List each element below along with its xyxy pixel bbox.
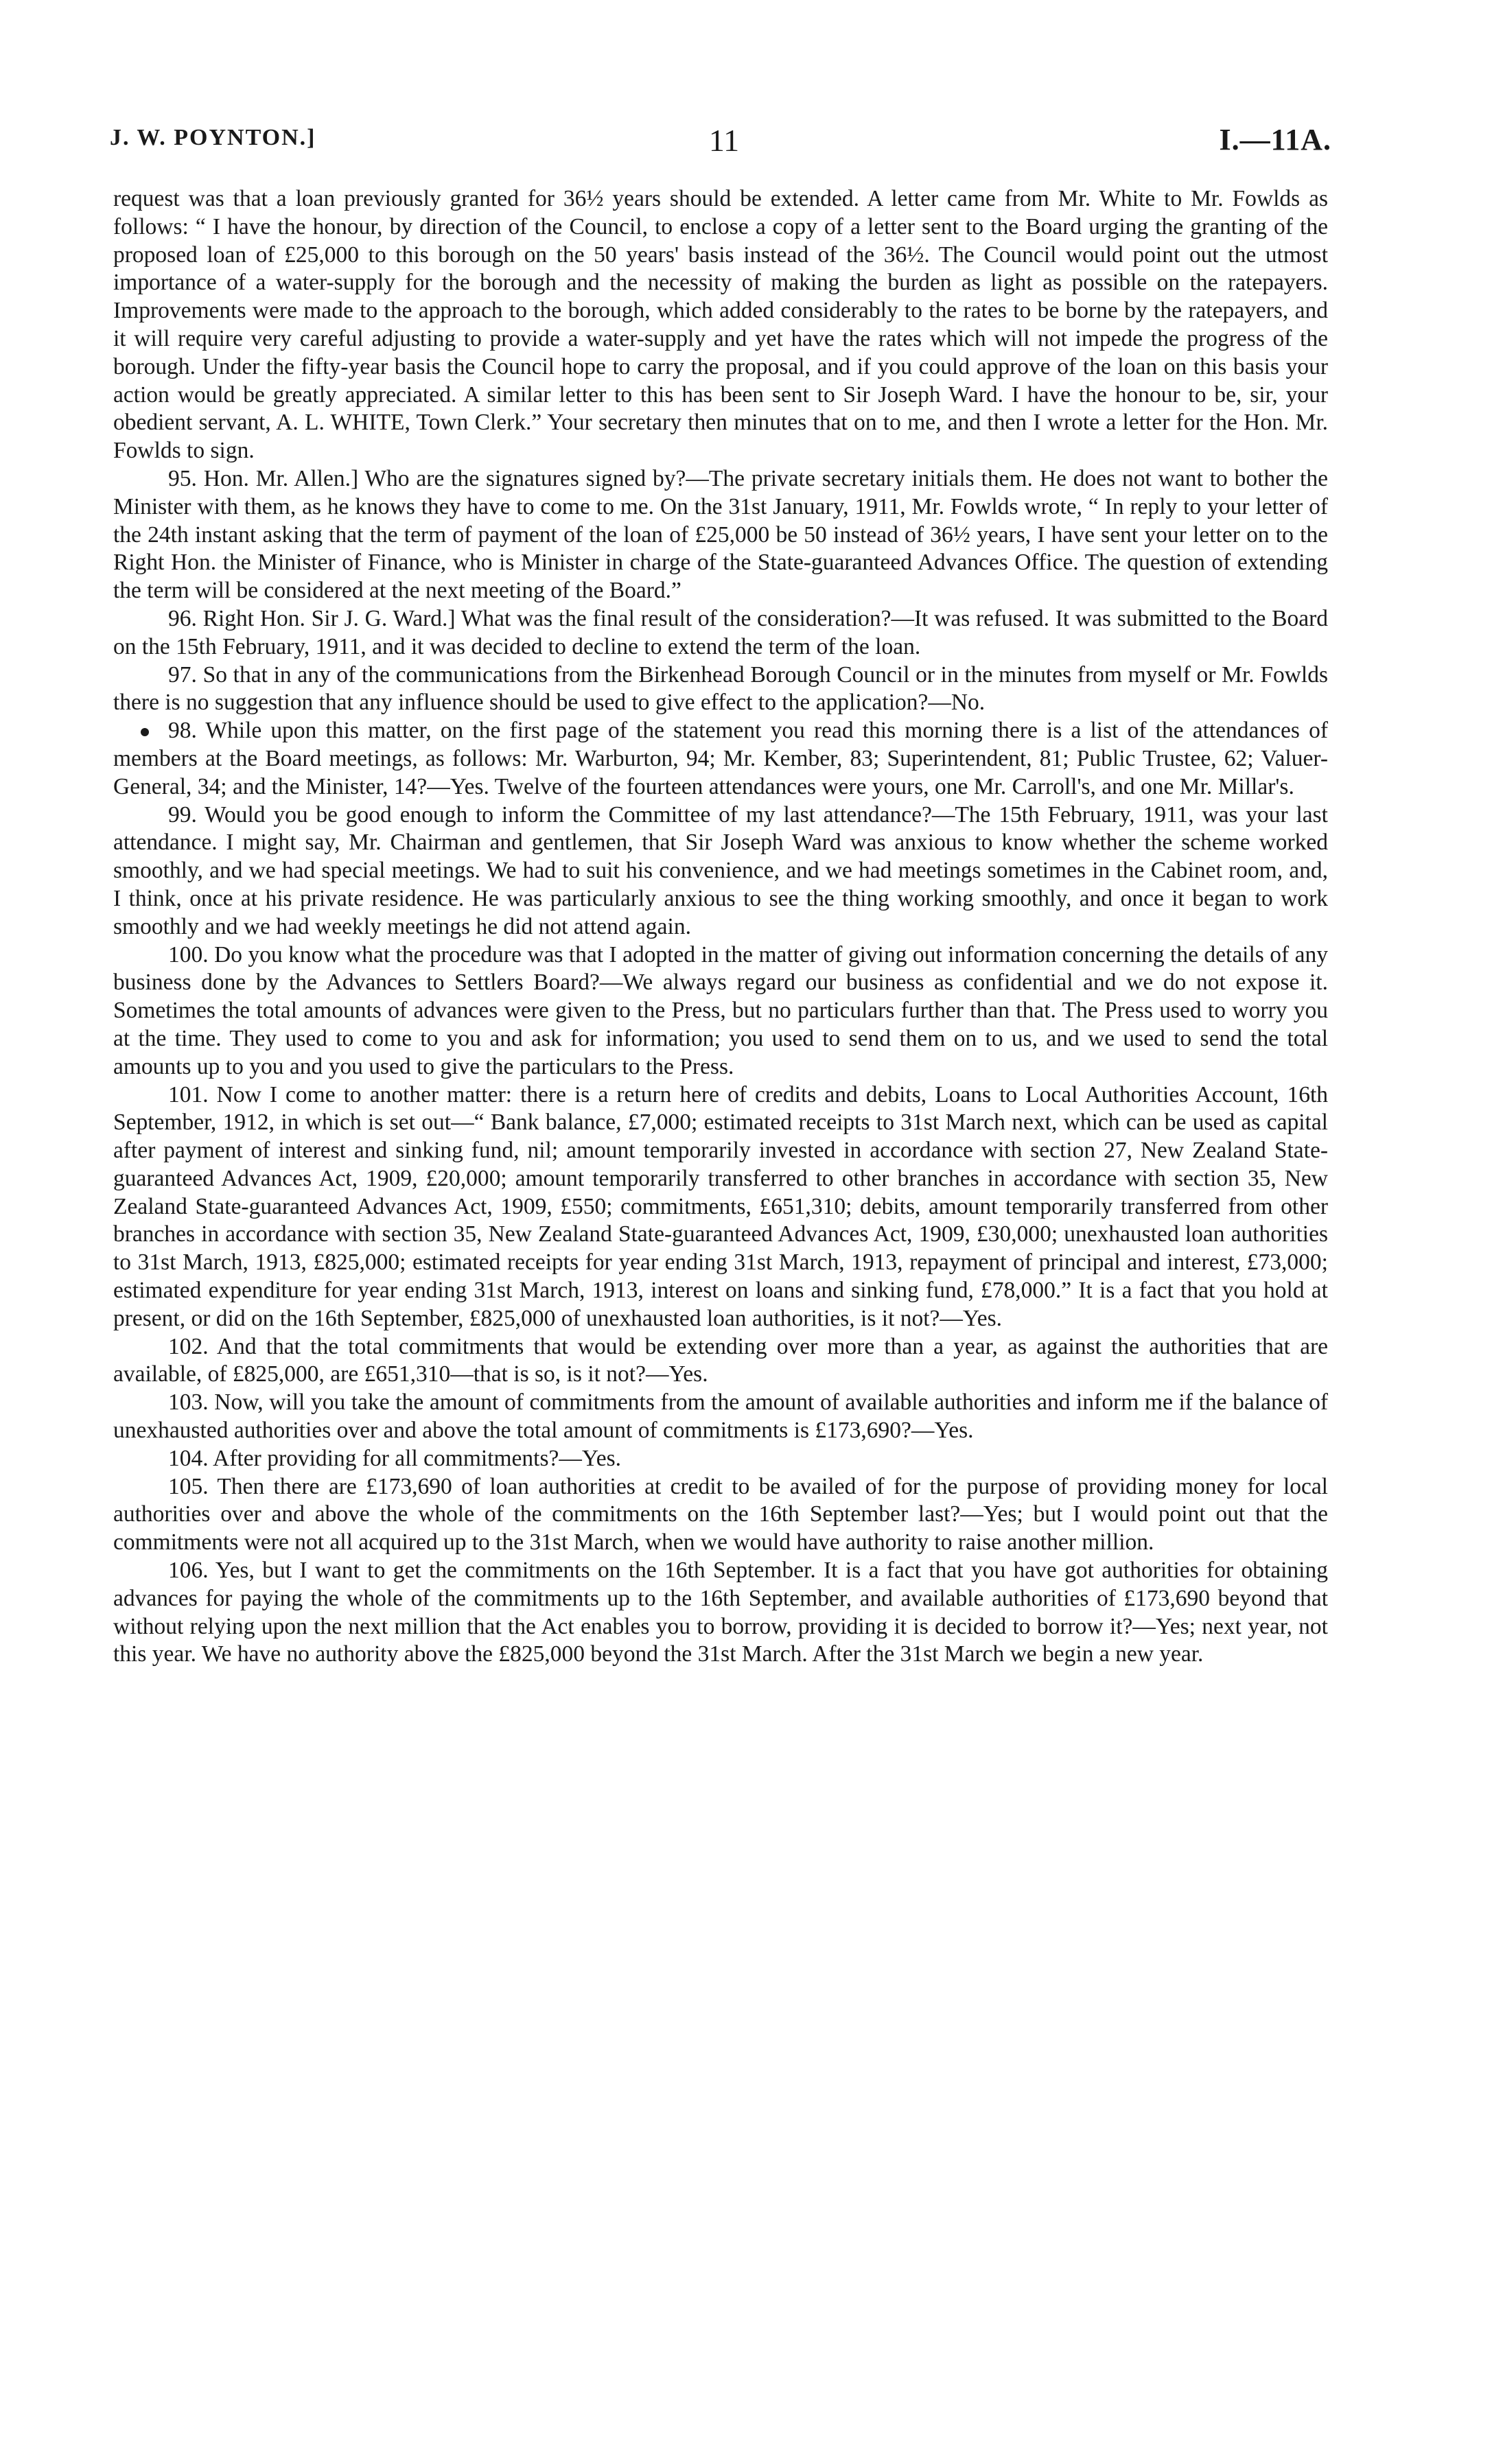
paragraph-99: 99. Would you be good enough to inform the Committee of my last attendance?—The 15th February, 1911, was your last attendance. I might say, Mr. Chairman and gentlemen, that Sir Joseph Ward was anxious to know whether the scheme worked smoothly, and we had special meetings. We had to suit his convenience, and we had meetings sometimes in the Cabinet room, and, I think, once at his private residence. He was particularly anxious to see the thing working smoothly, and once it began to work smoothly and we had weekly meetings he did not attend again. [113,801,1328,939]
paragraph-96: 96. Right Hon. Sir J. G. Ward.] What was the final result of the consideration?—It was refused. It was submitted to the Board on the 15th February, 1911, and it was decided to decline to extend the term of the loan. [113,605,1328,659]
paragraph-100: 100. Do you know what the procedure was that I adopted in the matter of giving out information concerning the details of any business done by the Advances to Settlers Board?—We always regard our business as confidential and we do not expose it. Sometimes the total amounts of advances were given to the Press, but no particulars further than that. The Press used to worry you at the time. They used to come to you and ask for information; you used to send them on to us, and we used to send the total amounts up to you and you used to give the particulars to the Press. [113,941,1328,1079]
paragraph-106: 106. Yes, but I want to get the commitments on the 16th September. It is a fact that you have got authorities for obtaining advances for paying the whole of the commitments up to the 16th September, and available authorities of £173,690 beyond that without relying upon the next million that the Act enables you to borrow, providing it is decided to borrow it?—Yes; next year, not this year. We have no authority above the £825,000 beyond the 31st March. After the 31st March we begin a new year. [113,1558,1328,1667]
paragraph-97: 97. So that in any of the communications from the Birkenhead Borough Council or in the minutes from myself or Mr. Fowlds there is no suggestion that any influence should be used to give effect to the application?—No. [113,661,1328,716]
paragraph-102: 102. And that the total commitments that would be extending over more than a year, as against the authorities that are available, of £825,000, are £651,310—that is so, is it not?—Yes. [113,1333,1328,1387]
paragraph-103: 103. Now, will you take the amount of commitments from the amount of available authorities and inform me if the balance of unexhausted authorities over and above the total amount of commitments is £173,690?—Yes. [113,1389,1328,1444]
document-body [113,185,1328,1669]
paragraph-104: 104. After providing for all commitments?—Yes. [168,1445,622,1471]
paragraph-105: 105. Then there are £173,690 of loan authorities at credit to be availed of for the purpose of providing money for local authorities over and above the whole of the commitments on the 16th September last?—Yes; but I would point out that the commitments were not all acquired up to the 31st March, when we would have authority to raise another million. [113,1473,1328,1556]
paragraph-101: 101. Now I come to another matter: there is a return here of credits and debits, Loans to Local Authorities Account, 16th September, 1912, in which is set out—“ Bank balance, £7,000; estimated receipts to 31st March next, which can be used as capital after payment of interest and sinking fund, nil; amount temporarily invested in accordance with section 27, New Zealand State-guaranteed Advances Act, 1909, £20,000; amount temporarily transferred to other branches in accordance with section 35, New Zealand State-guaranteed Advances Act, 1909, £550; commitments, £651,310; debits, amount temporarily transferred from other branches in accordance with section 35, New Zealand State-guaranteed Advances Act, 1909, £30,000; unexhausted loan authorities to 31st March, 1913, £825,000; estimated receipts for year ending 31st March, 1913, repayment of principal and interest, £73,000; estimated expenditure for year ending 31st March, 1913, interest on loans and sinking fund, £78,000.” It is a fact that you hold at present, or did on the 16th September, £825,000 of unexhausted loan authorities, is it not?—Yes. [113,1081,1328,1331]
paragraph-95: 95. Hon. Mr. Allen.] Who are the signatures signed by?—The private secretary initials them. He does not want to bother the Minister with them, as he knows they have to come to me. On the 31st January, 1911, Mr. Fowlds wrote, “ In reply to your letter of the 24th instant asking that the term of payment of the loan of £25,000 be 50 instead of 36½ years, I have sent your letter on to the Right Hon. the Minister of Finance, who is Minister in charge of the State-guaranteed Advances Office. The question of extending the term will be considered at the next meeting of the Board.” [113,465,1328,604]
page-number: 11 [708,123,740,158]
paragraph-98 [113,717,1328,801]
document-reference: I.—11A. [1219,123,1331,156]
paragraph-98-text: 98. While upon this matter, on the first page of the statement you read this morning there is a list of the attendances of members at the Board meetings, as follows: Mr. Warburton, 94; Mr. Kember, 83; Superintendent, 81; Public Trustee, 62; Valuer-General, 34; and the Minister, 14?—Yes. Twelve of the fourteen attendances were yours, one Mr. Carroll's, and one Mr. Millar's. [113,718,1328,799]
page-header [110,122,1338,163]
paragraph-continuation: request was that a loan previously granted for 36½ years should be extended. A letter came from Mr. White to Mr. Fowlds as follows: “ I have the honour, by direction of the Council, to enclose a copy of a letter sent to the Board urging the granting of the proposed loan of £25,000 to this borough on the 50 years' basis instead of the 36½. The Council would point out the utmost importance of a water-supply for the borough and the necessity of making the burden as light as possible on the ratepayers. Improvements were made to the approach to the borough, which added considerably to the rates to be borne by the ratepayers, and it will require very careful adjusting to provide a water-supply and yet have the rates which will not impede the progress of the borough. Under the fifty-year basis the Council hope to carry the proposal, and if you could approve of the loan on this basis your action would be greatly appreciated. A similar letter to this has been sent to Sir Joseph Ward. I have the honour to be, sir, your obedient servant, A. L. WHITE, Town Clerk.” Your secretary then minutes that on to me, and then I wrote a letter for the Hon. Mr. Fowlds to sign. [113,186,1328,464]
header-witness-name: J. W. POYNTON.] [110,125,316,150]
bullet-mark-icon [141,728,149,736]
